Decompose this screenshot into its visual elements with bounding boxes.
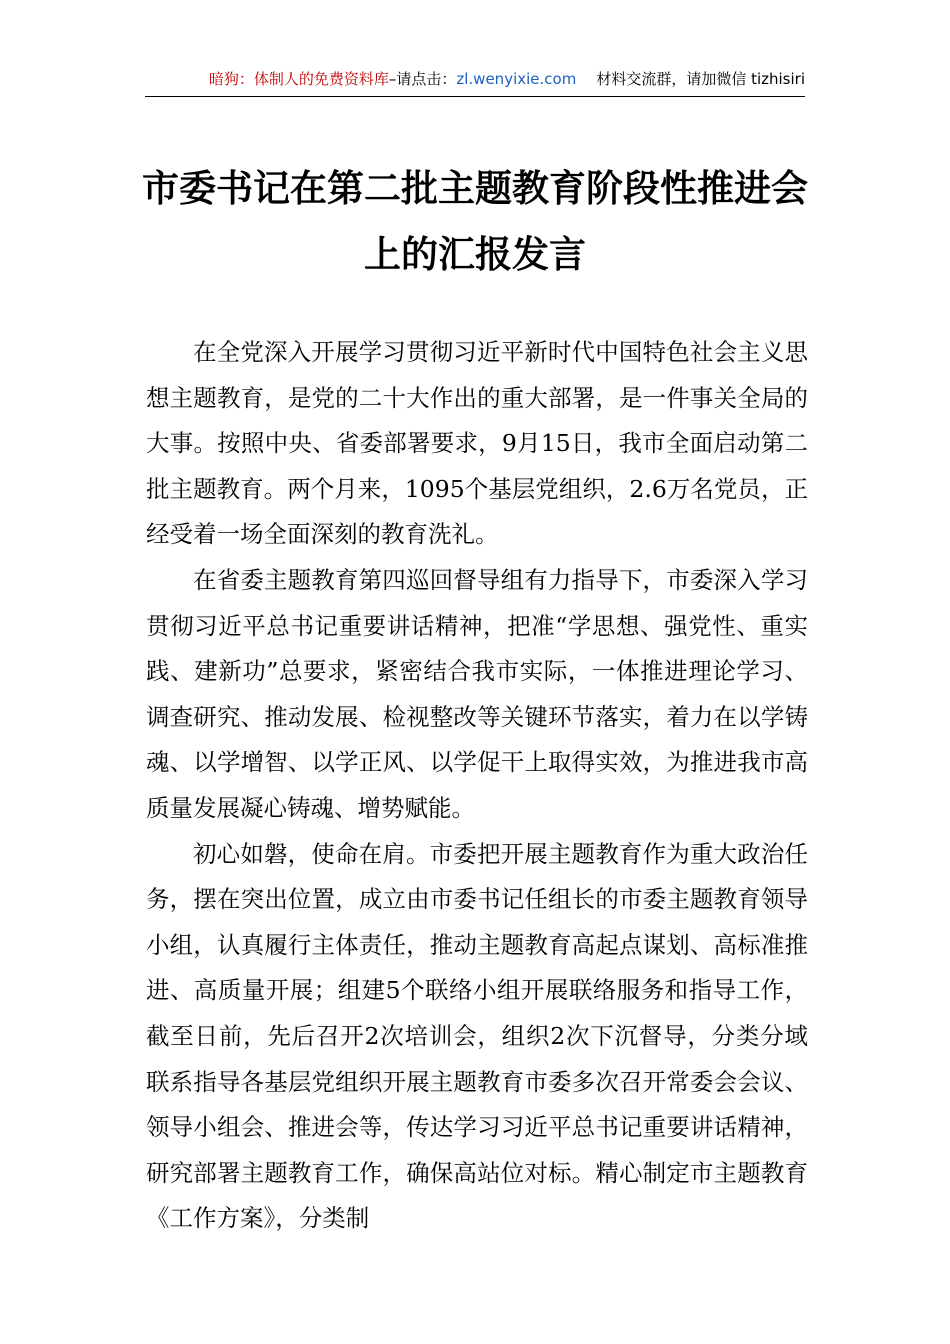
page-header: [145, 68, 805, 97]
header-group-note: 材料交流群，请加微信 tizhisiri: [596, 70, 805, 88]
paragraph: 在省委主题教育第四巡回督导组有力指导下，市委深入学习贯彻习近平总书记重要讲话精神，把准“学思想、强党性、重实践、建新功”总要求，紧密结合我市实际，一体推进理论学习、调查研究、推动发展、检视整改等关键环节落实，着力在以学铸魂、以学增智、以学正风、以学促干上取得实效，为推进我市高质量发展凝心铸魂、增势赋能。: [146, 565, 808, 822]
title-line-2: 上的汇报发言: [364, 232, 586, 276]
header-click-prompt: –请点击：: [388, 70, 457, 88]
title-line-1: 市委书记在第二批主题教育阶段性推进会: [142, 166, 808, 210]
paragraph: 在全党深入开展学习贯彻习近平新时代中国特色社会主义思想主题教育，是党的二十大作出的重大部署，是一件事关全局的大事。按照中央、省委部署要求，9月15日，我市全面启动第二批主题教育。两个月来，1095个基层党组织，2.6万名党员，正经受着一场全面深刻的教育洗礼。: [146, 338, 808, 549]
header-brand: 暗狗：体制人的免费资料库: [208, 70, 389, 88]
document-body: [146, 330, 808, 1242]
paragraph: 初心如磐，使命在肩。市委把开展主题教育作为重大政治任务，摆在突出位置，成立由市委书记任组长的市委主题教育领导小组，认真履行主体责任，推动主题教育高起点谋划、高标准推进、高质量开展；组建5个联络小组开展联络服务和指导工作，截至日前，先后召开2次培训会，组织2次下沉督导，分类分域联系指导各基层党组织开展主题教育市委多次召开常委会会议、领导小组会、推进会等，传达学习习近平总书记重要讲话精神，研究部署主题教育工作，确保高站位对标。精心制定市主题教育《工作方案》，分类制: [146, 839, 808, 1233]
header-link[interactable]: zl.wenyixie.com: [456, 70, 577, 88]
document-title: [120, 155, 830, 287]
